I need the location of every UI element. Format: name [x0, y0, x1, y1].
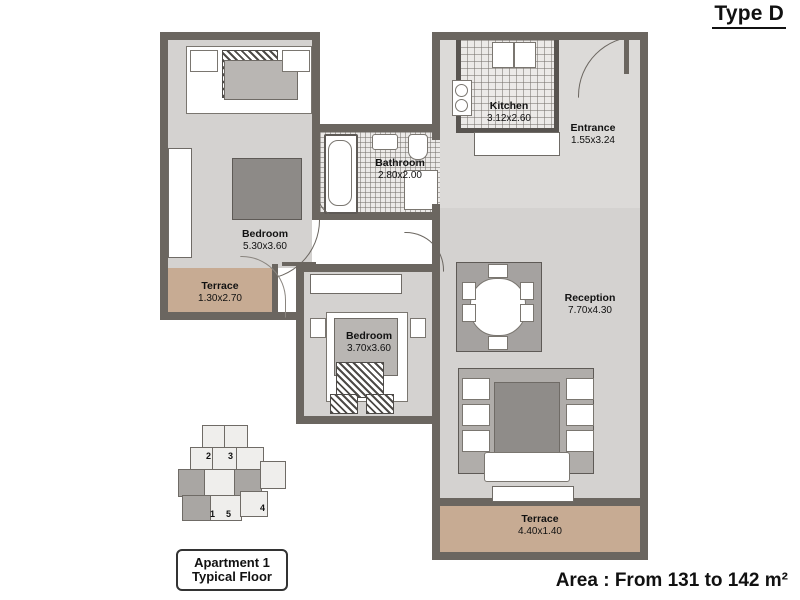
keyplan-cell-b: [224, 425, 248, 449]
label-bathroom-dims: 2.80x2.00: [378, 169, 422, 181]
dining-table: [470, 278, 526, 336]
label-reception-name: Reception: [564, 292, 616, 304]
wardrobe-bedroom2: [310, 274, 402, 294]
armchair-left-3: [462, 430, 490, 452]
label-kitchen-dims: 3.12x2.60: [487, 112, 531, 124]
wall-right-block-left-upper: [432, 32, 440, 140]
label-terrace-small-name: Terrace: [201, 280, 239, 292]
bed-bedroom2-foot-1: [330, 394, 358, 414]
armchair-right-3: [566, 430, 594, 452]
wall-terrace-large-right: [640, 498, 648, 560]
dining-chair-6: [488, 336, 508, 350]
keyplan-cell-d: [212, 447, 238, 471]
stove-left: [492, 42, 514, 68]
label-bedroom2: [316, 330, 422, 355]
label-entrance-name: Entrance: [570, 122, 616, 134]
apartment-label-line1: Apartment 1: [194, 554, 270, 570]
label-bathroom: [355, 157, 445, 182]
label-terrace-large-dims: 4.40x1.40: [518, 525, 562, 537]
dining-chair-3: [520, 282, 534, 300]
label-entrance-dims: 1.55x3.24: [571, 134, 615, 146]
dining-chair-2: [462, 304, 476, 322]
keyplan-cell-f: [178, 469, 206, 497]
label-kitchen: [462, 100, 556, 125]
sofa: [484, 452, 570, 482]
dining-chair-4: [520, 304, 534, 322]
keyplan-number-4: 4: [260, 503, 266, 513]
label-bathroom-name: Bathroom: [375, 157, 425, 169]
label-reception: [544, 292, 636, 317]
stove-right: [514, 42, 536, 68]
label-reception-dims: 7.70x4.30: [568, 304, 612, 316]
label-terrace-large-name: Terrace: [521, 513, 559, 525]
keyplan-number-3: 3: [228, 451, 234, 461]
nightstand-right: [282, 50, 310, 72]
wall-terrace-large-bottom: [432, 552, 648, 560]
wall-bath-left: [312, 124, 320, 220]
door-leaf-entrance: [624, 36, 629, 74]
wardrobe-master: [168, 148, 192, 258]
keyplan-cell-a: [202, 425, 226, 449]
keyplan-number-5: 5: [226, 509, 232, 519]
coffee-table: [494, 382, 560, 456]
label-terrace-small-dims: 1.30x2.70: [198, 292, 242, 304]
label-kitchen-name: Kitchen: [489, 100, 529, 112]
nightstand-left: [190, 50, 218, 72]
wall-top-right: [432, 32, 648, 40]
label-bedroom-master-dims: 5.30x3.60: [243, 240, 287, 252]
label-bedroom-master-name: Bedroom: [241, 228, 289, 240]
kitchen-sink-bowl-1: [455, 84, 468, 97]
label-entrance: [548, 122, 638, 147]
armchair-right-2: [566, 404, 594, 426]
bed-bedroom2-blanket: [336, 362, 384, 398]
wall-left-outer: [160, 32, 168, 320]
apartment-label-line2: Typical Floor: [192, 569, 272, 584]
page-title: Type D: [712, 2, 786, 29]
armchair-right-1: [566, 378, 594, 400]
bed-bedroom2-foot-2: [366, 394, 394, 414]
wall-bedroom2-bottom: [296, 416, 440, 424]
label-bedroom2-name: Bedroom: [345, 330, 393, 342]
area-caption: Area : From 131 to 142 m²: [555, 570, 788, 591]
wall-bath-top: [312, 124, 448, 132]
keyplan-number-1: 1: [210, 509, 216, 519]
label-bedroom2-dims: 3.70x3.60: [347, 342, 391, 354]
keyplan-cell-g: [204, 469, 236, 497]
wall-left-block-right-upper: [312, 32, 320, 128]
armchair-left-2: [462, 404, 490, 426]
keyplan-number-2: 2: [206, 451, 212, 461]
wall-terrace-large-left: [432, 498, 440, 560]
wall-bedroom2-left: [296, 264, 304, 424]
wall-top-left: [160, 32, 320, 40]
apartment-label-box: [176, 549, 288, 591]
dining-chair-1: [462, 282, 476, 300]
terrace-large-opening: [492, 486, 574, 502]
rug-master: [232, 158, 302, 220]
armchair-left-1: [462, 378, 490, 400]
label-terrace-large: [494, 513, 586, 538]
keyplan-cell-j: [182, 495, 212, 521]
wall-right-outer: [640, 32, 648, 502]
key-plan: [176, 425, 288, 525]
keyplan-cell-i: [260, 461, 286, 489]
dining-chair-5: [488, 264, 508, 278]
sink: [372, 134, 398, 150]
